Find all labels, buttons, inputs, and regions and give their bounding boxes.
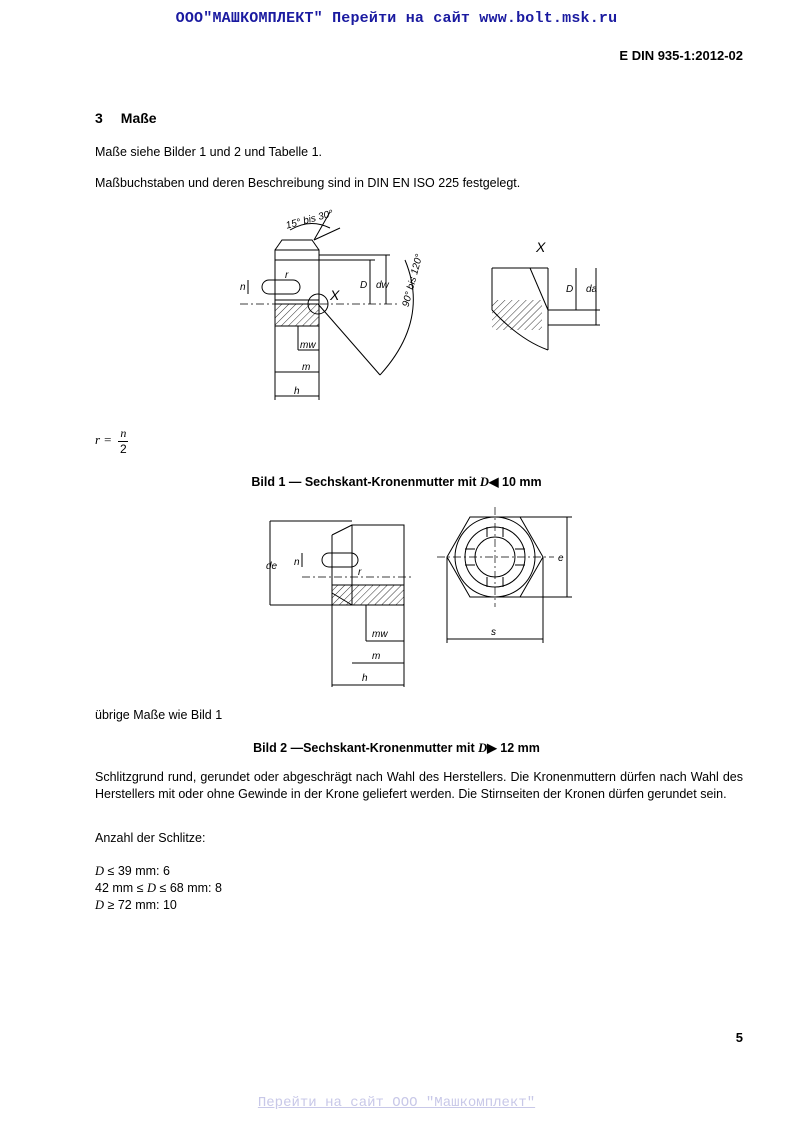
figure-1-caption xyxy=(0,474,793,490)
caption-1-suffix: 10 mm xyxy=(498,475,542,489)
section-number: 3 xyxy=(95,110,103,126)
list-text: ≥ 72 mm: 10 xyxy=(104,898,177,912)
paragraph-dimensions-ref: Maße siehe Bilder 1 und 2 und Tabelle 1. xyxy=(95,145,323,159)
list-text: ≤ 68 mm: 8 xyxy=(156,881,222,895)
detail-label-X: X xyxy=(536,239,546,255)
list-item xyxy=(95,880,222,897)
ge-symbol: ▶ xyxy=(487,741,497,755)
paragraph-iso-ref: Maßbuchstaben und deren Beschreibung sind in DIN EN ISO 225 festgelegt. xyxy=(95,176,521,190)
list-item xyxy=(95,897,222,914)
list-text: ≤ 39 mm: 6 xyxy=(104,864,170,878)
document-id: E DIN 935-1:2012-02 xyxy=(619,48,743,63)
formula-r xyxy=(95,426,128,456)
label-mw: mw xyxy=(300,340,316,351)
list-var: D xyxy=(95,864,105,878)
paragraph-other-dims: übrige Maße wie Bild 1 xyxy=(95,708,223,722)
caption-2-var: D xyxy=(478,741,488,755)
label-m: m xyxy=(302,362,311,373)
label-r: r xyxy=(285,270,289,281)
label-dw: dw xyxy=(376,280,389,291)
label-mw-fig2: mw xyxy=(372,629,388,640)
label-X: X xyxy=(330,287,340,303)
list-prefix: 42 mm ≤ xyxy=(95,881,148,895)
caption-2-suffix: 12 mm xyxy=(496,741,540,755)
section-title: Maße xyxy=(120,110,157,126)
list-item xyxy=(95,863,222,880)
caption-1-var: D xyxy=(479,475,489,489)
section-heading xyxy=(95,110,157,126)
label-n-fig2: n xyxy=(294,557,300,568)
label-e: e xyxy=(558,553,564,564)
formula-lhs: r = xyxy=(95,431,113,447)
label-angle-side: 90° bis 120° xyxy=(400,253,426,309)
list-var: D xyxy=(95,898,105,912)
slot-count-list xyxy=(95,863,222,914)
figure-2-drawing xyxy=(262,505,582,693)
bottom-site-link[interactable]: Перейти на сайт ООО "Машкомплект" xyxy=(257,1095,536,1111)
label-h: h xyxy=(294,386,300,397)
paragraph-slot-count: Anzahl der Schlitze: xyxy=(95,831,206,845)
label-s: s xyxy=(491,627,496,638)
label-h-fig2: h xyxy=(362,673,368,684)
label-r-fig2: r xyxy=(358,567,362,578)
formula-denominator: 2 xyxy=(120,442,127,456)
site-link[interactable]: ООО"МАШКОМПЛЕКТ" Перейти на сайт www.bolt.msk.ru xyxy=(175,10,618,27)
figure-2-caption xyxy=(0,740,793,756)
list-var: D xyxy=(147,881,157,895)
figure-1-drawing xyxy=(230,200,630,410)
label-m-fig2: m xyxy=(372,651,381,662)
label-n: n xyxy=(240,282,246,293)
detail-label-da: da xyxy=(586,284,598,295)
label-angle-top: 15° bis 30° xyxy=(284,208,335,232)
detail-label-D: D xyxy=(566,284,574,295)
paragraph-slot-base: Schlitzgrund rund, gerundet oder abgeschrägt nach Wahl des Herstellers. Die Kronenmuttern dürfen nach Wahl des Herstellers mit oder ohne Gewinde in der Krone geliefert werden. Die Stirnseiten der Kronen dürfen gerundet sein. xyxy=(95,770,743,801)
page-number: 5 xyxy=(735,1030,743,1045)
label-de: de xyxy=(266,561,278,572)
caption-2-prefix: Bild 2 —Sechskant-Kronenmutter mit xyxy=(253,741,479,755)
caption-1-prefix: Bild 1 — Sechskant-Kronenmutter mit xyxy=(251,475,480,489)
le-symbol: ◀ xyxy=(488,475,499,489)
label-D: D xyxy=(360,280,368,291)
formula-numerator: n xyxy=(120,426,127,440)
